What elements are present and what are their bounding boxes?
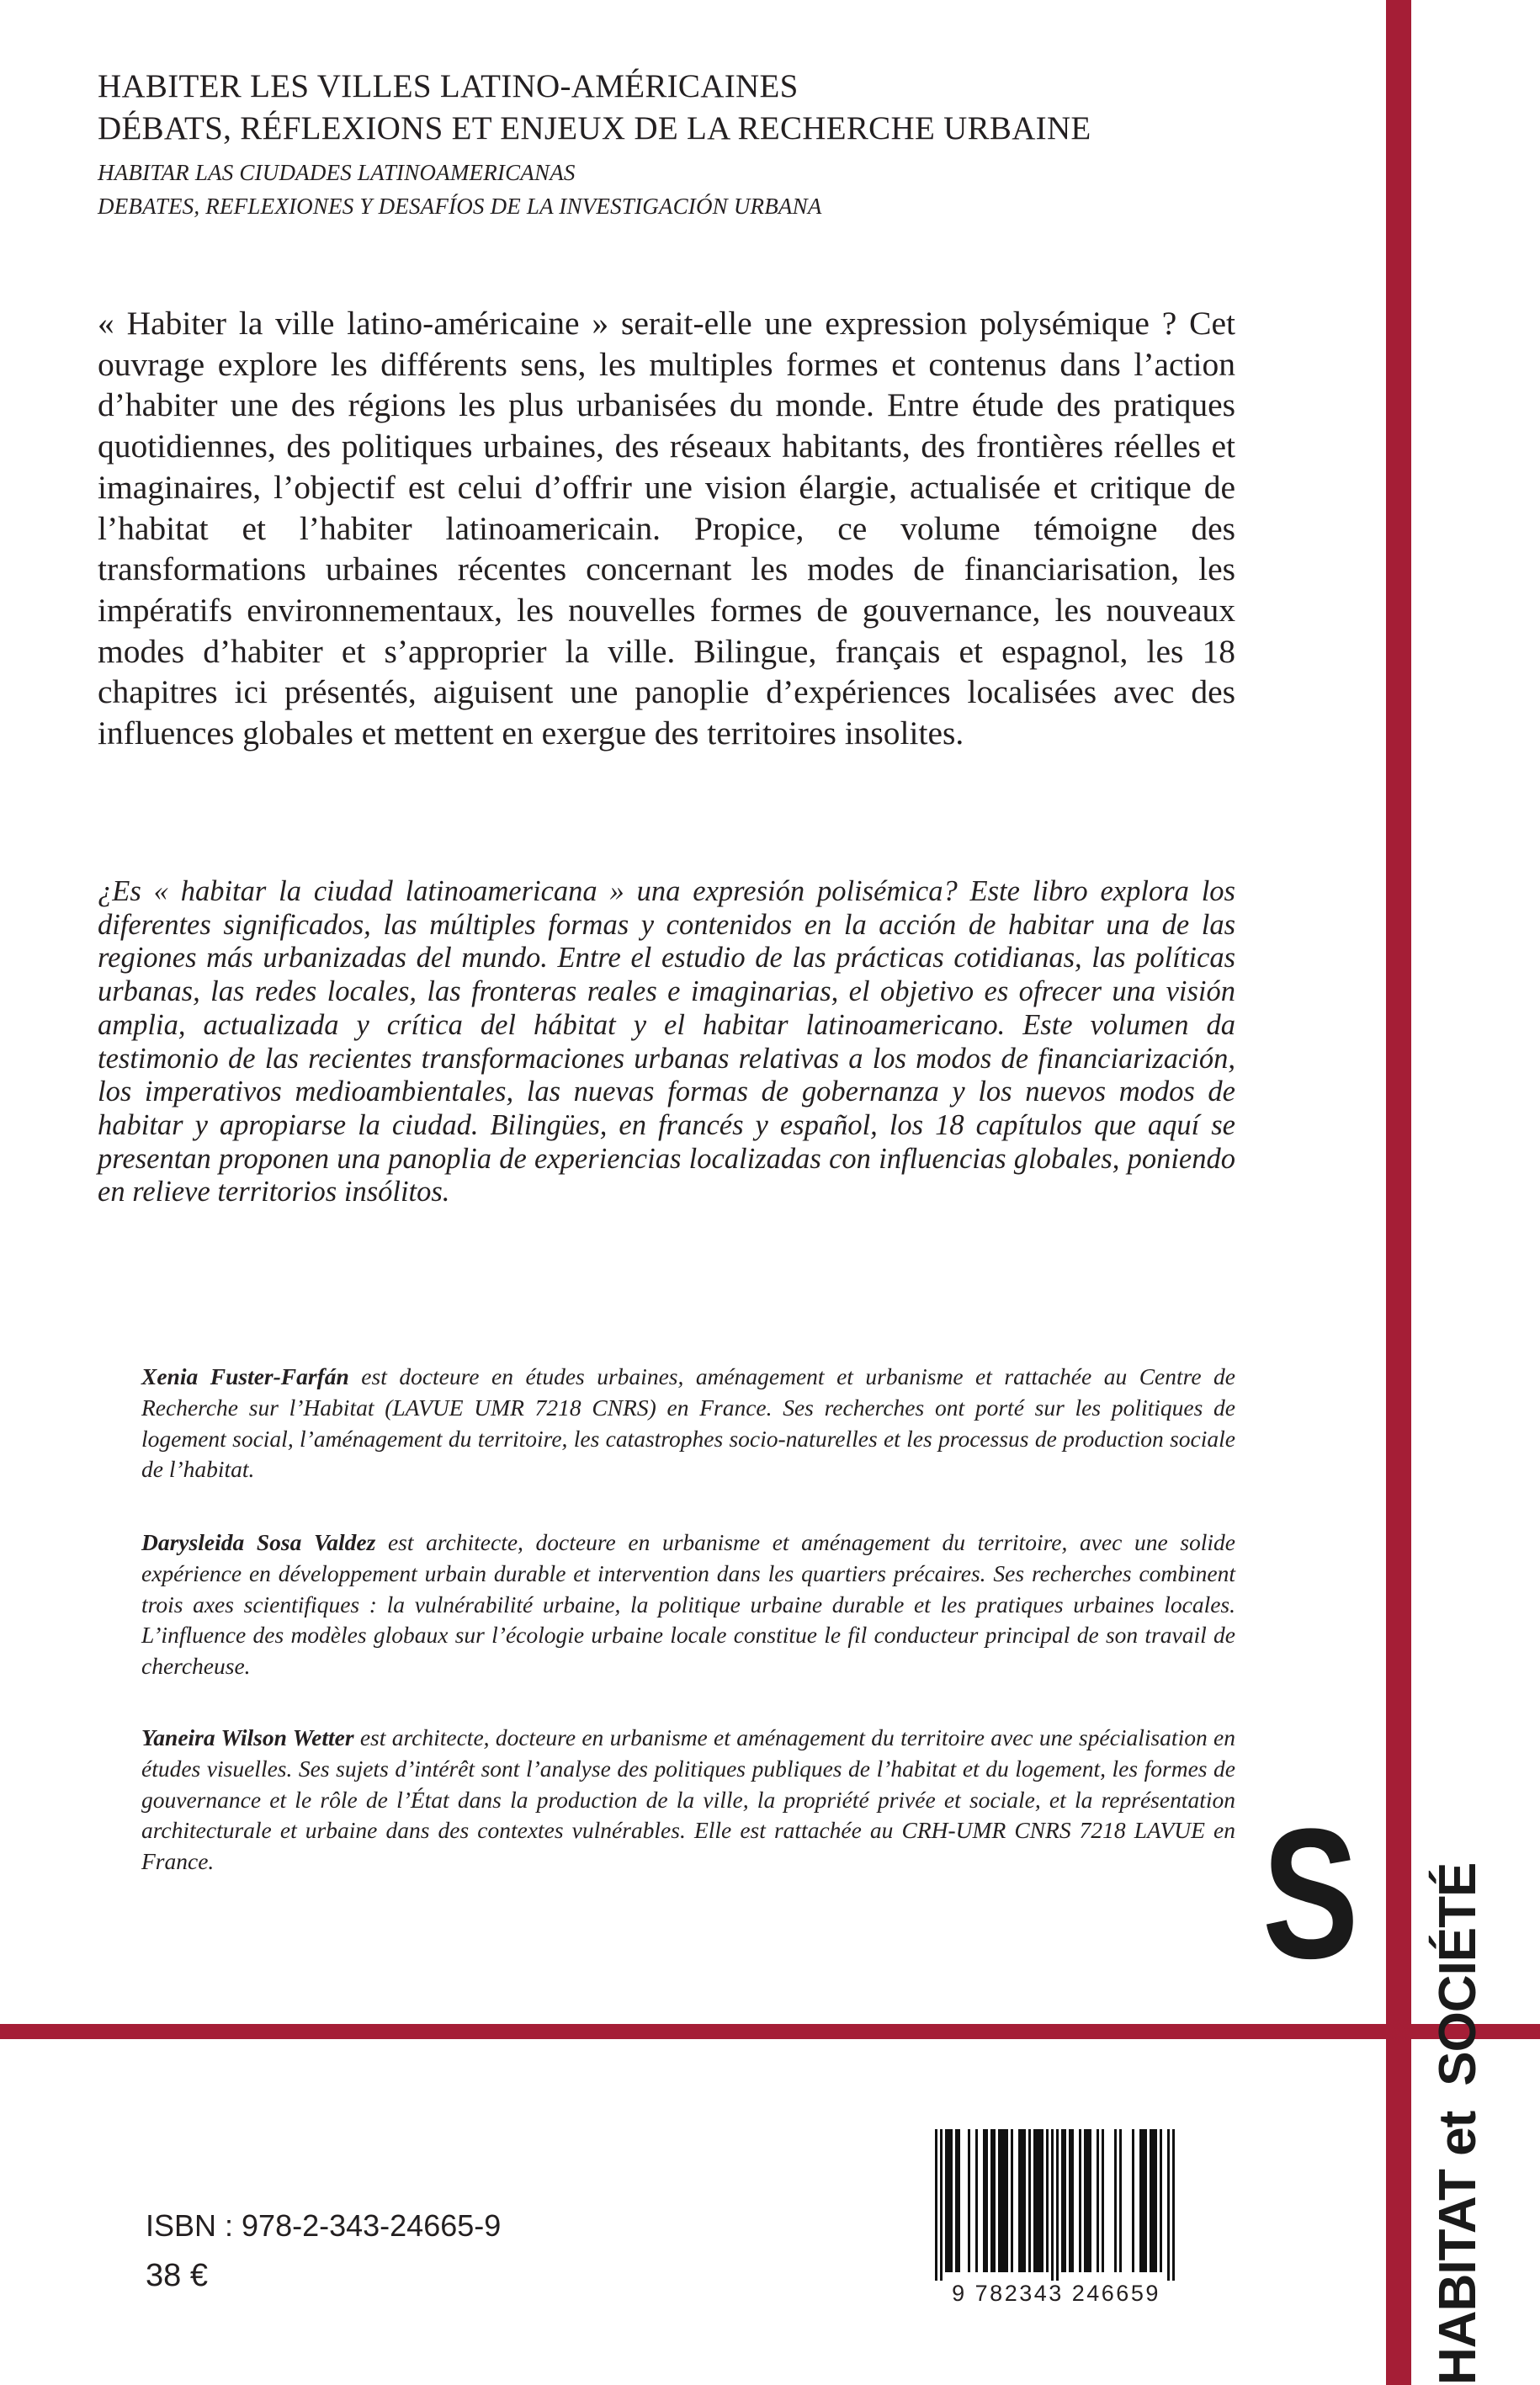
barcode-bar bbox=[1152, 2129, 1155, 2272]
barcode-bar bbox=[1064, 2129, 1066, 2272]
barcode-bar bbox=[1051, 2129, 1054, 2281]
author-name: Xenia Fuster-Farfán bbox=[141, 1363, 349, 1389]
barcode-bar bbox=[1119, 2129, 1122, 2272]
author-bio bbox=[141, 1527, 1235, 1682]
barcode bbox=[921, 2129, 1191, 2306]
title-es-line-2: DEBATES, REFLEXIONES Y DESAFÍOS DE LA INVESTIGACIÓN URBANA bbox=[98, 194, 822, 219]
barcode-bar bbox=[945, 2129, 948, 2272]
barcode-bar bbox=[1144, 2129, 1147, 2272]
barcode-bar bbox=[1167, 2129, 1170, 2281]
series-horizontal-band bbox=[0, 2024, 1540, 2039]
isbn-label: ISBN : 978-2-343-24665-9 bbox=[146, 2208, 502, 2243]
author-bio-text: est architecte, docteure en urbanisme et aménagement du territoire avec une spécialisation en études visuelles. Ses sujets d’intérêt sont l’analyse des politiques publiques de l’habitat et du logement, les formes de gouvernance et le rôle de l’État dans la production de la ville, la propriété privée et sociale, et la représentation architecturale et urbaine dans des contextes vulnérables. Elle est rattachée au CRH-UMR CNRS 7218 LAVUE en France. bbox=[141, 1724, 1235, 1875]
barcode-bar bbox=[955, 2129, 958, 2272]
barcode-bar bbox=[1114, 2129, 1117, 2272]
barcode-bar bbox=[1132, 2129, 1134, 2272]
summary-french: « Habiter la ville latino-américaine » serait-elle une expression polysémique ? Cet ouvrage explore les différents sens, les multiples formes et contenus dans l’action d’habiter une des régions les plus urbanisées du monde. Entre étude des pratiques quotidiennes, des politiques urbaines, des réseaux habitants, des frontières réelles et imaginaires, l’objectif est celui d’offrir une vision élargie, actualisée et critique de l’habitat et l’habiter latinoamericain. Propice, ce volume témoigne des transformations urbaines récentes concernant les modes de financiarisation, les impératifs environnementaux, les nouvelles formes de gouvernance, les nouveaux modes d’habiter et s’approprier la ville. Bilingue, français et espagnol, les 18 chapitres ici présentés, aiguisent une panoplie d’expériences localisées avec des influences globales et mettent en exergue des territoires insolites. bbox=[98, 305, 1235, 752]
price-label: 38 € bbox=[146, 2258, 208, 2293]
author-bio bbox=[141, 1362, 1235, 1485]
author-name: Yaneira Wilson Wetter bbox=[141, 1724, 354, 1750]
title-fr-line-1: HABITER LES VILLES LATINO-AMÉRICAINES bbox=[98, 68, 799, 104]
barcode-bar bbox=[1011, 2129, 1013, 2272]
barcode-bar bbox=[1150, 2129, 1152, 2272]
barcode-bar bbox=[1086, 2129, 1089, 2272]
author-bio bbox=[141, 1723, 1235, 1878]
barcode-bar bbox=[990, 2129, 993, 2272]
barcode-bar bbox=[1006, 2129, 1008, 2272]
series-name-part-2: SOCIÉTÉ bbox=[1429, 1862, 1487, 2086]
barcode-bar bbox=[1097, 2129, 1099, 2272]
author-bio-text: est architecte, docteure en urbanisme et aménagement du territoire, avec une solide expérience en développement urbain durable et intervention dans les quartiers précaires. Ses recherches combinent trois axes scientifiques : la vulnérabilité urbaine, la politique urbaine durable et les pratiques urbaines locales. L’influence des modèles globaux sur l’écologie urbaine locale constitue le fil conducteur principal de son travail de chercheuse. bbox=[141, 1529, 1236, 1680]
title-block bbox=[98, 66, 1360, 223]
barcode-bar bbox=[985, 2129, 988, 2272]
barcode-bar bbox=[1021, 2129, 1023, 2272]
barcode-bar bbox=[1089, 2129, 1091, 2272]
barcode-bar bbox=[1041, 2129, 1043, 2272]
barcode-bar bbox=[1071, 2129, 1074, 2272]
barcode-bar bbox=[968, 2129, 970, 2272]
series-name-part-1: HABITAT et bbox=[1429, 2111, 1487, 2385]
summary-spanish: ¿Es « habitar la ciudad latinoamericana » una expresión polisémica? Este libro explora los diferentes significados, las múltiples formas y contenidos en la acción de habitar una de las regiones más urbanizadas del mundo. Entre el estudio de las prácticas cotidianas, las políticas urbanas, las redes locales, las fronteras reales e imaginarias, el objetivo es ofrecer una visión amplia, actualizada y crítica del hábitat y el habitar latinoamericano. Este volumen da testimonio de las recientes transformaciones urbanas relativas a los modos de financiarización, los imperativos medioambientales, las nuevas formas de gobernanza y los nuevos modos de habitar y apropiarse la ciudad. Bilingües, en francés y español, los 18 capítulos que aquí se presentan proponen una panoplia de experiencias localizadas con influencias globales, poniendo en relieve territorios insólitos. bbox=[98, 875, 1235, 1208]
author-name: Darysleida Sosa Valdez bbox=[141, 1529, 376, 1555]
barcode-bar bbox=[1036, 2129, 1038, 2272]
barcode-bar bbox=[1023, 2129, 1026, 2272]
barcode-bar bbox=[958, 2129, 960, 2272]
barcode-bar bbox=[950, 2129, 953, 2272]
series-logo-letter: S bbox=[1262, 1790, 1359, 1997]
barcode-bars bbox=[921, 2129, 1191, 2281]
barcode-bar bbox=[935, 2129, 937, 2281]
barcode-bar bbox=[1079, 2129, 1081, 2272]
author-bio-text: est docteure en études urbaines, aménagement et urbanisme et rattachée au Centre de Recherche sur l’Habitat (LAVUE UMR 7218 CNRS) en France. Ses recherches ont porté sur les politiques de logement social, l’aménagement du territoire, les catastrophes socio-naturelles et les processus de production sociale de l’habitat. bbox=[141, 1363, 1235, 1483]
barcode-bar bbox=[1142, 2129, 1144, 2272]
barcode-bar bbox=[983, 2129, 985, 2272]
barcode-bar bbox=[1001, 2129, 1003, 2272]
barcode-bar bbox=[1003, 2129, 1006, 2272]
barcode-bar bbox=[1069, 2129, 1071, 2272]
barcode-bar bbox=[1160, 2129, 1162, 2272]
title-es-line-1: HABITAR LAS CIUDADES LATINOAMERICANAS bbox=[98, 160, 576, 185]
barcode-bar bbox=[1172, 2129, 1175, 2281]
barcode-bar bbox=[1018, 2129, 1021, 2272]
title-fr-line-2: DÉBATS, RÉFLEXIONS ET ENJEUX DE LA RECHERCHE URBAINE bbox=[98, 110, 1091, 146]
barcode-bar bbox=[1155, 2129, 1157, 2272]
barcode-bar bbox=[1084, 2129, 1086, 2272]
barcode-bar bbox=[1061, 2129, 1064, 2272]
barcode-bar bbox=[940, 2129, 943, 2281]
barcode-bar bbox=[1056, 2129, 1059, 2281]
barcode-bar bbox=[1038, 2129, 1041, 2272]
series-name bbox=[1429, 1863, 1488, 2385]
barcode-bar bbox=[998, 2129, 1001, 2272]
barcode-bar bbox=[1139, 2129, 1142, 2272]
barcode-bar bbox=[1028, 2129, 1031, 2272]
barcode-bar bbox=[975, 2129, 978, 2272]
barcode-digits: 9 782343 246659 bbox=[952, 2281, 1160, 2306]
barcode-bar bbox=[1046, 2129, 1049, 2272]
barcode-bar bbox=[948, 2129, 950, 2272]
barcode-bar bbox=[1102, 2129, 1104, 2272]
barcode-bar bbox=[1033, 2129, 1036, 2272]
barcode-bar bbox=[993, 2129, 996, 2272]
